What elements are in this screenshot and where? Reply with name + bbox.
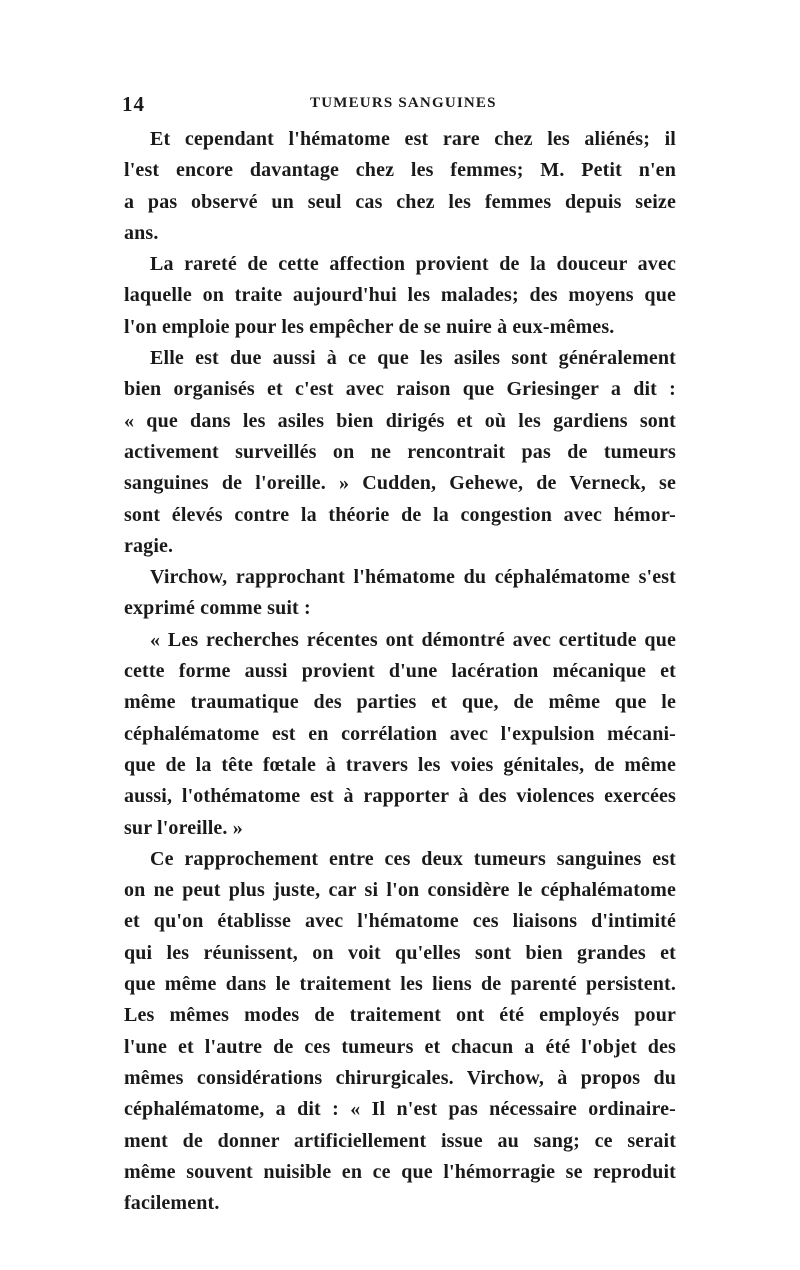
text-line: et qu'on établisse avec l'hématome ces liaisons d'intimité bbox=[124, 910, 676, 933]
page-number: 14 bbox=[122, 92, 145, 116]
text-line: l'est encore davantage chez les femmes; M. Petit n'en bbox=[124, 159, 676, 182]
text-line: on ne peut plus juste, car si l'on considère le céphalématome bbox=[124, 879, 676, 902]
text-line: cette forme aussi provient d'une lacération mécanique et bbox=[124, 660, 676, 683]
text-line: Ce rapprochement entre ces deux tumeurs sanguines est bbox=[150, 847, 676, 870]
text-line: sur l'oreille. » bbox=[124, 816, 243, 839]
text-line: Les mêmes modes de traitement ont été employés pour bbox=[124, 1004, 676, 1027]
text-line: exprimé comme suit : bbox=[124, 597, 311, 620]
text-line: que de la tête fœtale à travers les voies génitales, de même bbox=[124, 753, 676, 776]
text-line: même traumatique des parties et que, de même que le bbox=[124, 691, 676, 714]
text-line: que même dans le traitement les liens de parenté persistent. bbox=[124, 973, 676, 996]
running-head bbox=[122, 92, 682, 118]
text-line: sanguines de l'oreille. » Cudden, Gehewe, de Verneck, se bbox=[124, 472, 676, 495]
text-line: l'on emploie pour les empêcher de se nuire à eux-mêmes. bbox=[124, 315, 615, 338]
text-line: céphalématome est en corrélation avec l'expulsion mécani- bbox=[124, 722, 676, 745]
text-line: facilement. bbox=[124, 1192, 220, 1215]
text-line: bien organisés et c'est avec raison que Griesinger a dit : bbox=[124, 378, 676, 401]
text-line: qui les réunissent, on voit qu'elles sont bien grandes et bbox=[124, 941, 676, 964]
text-line: « que dans les asiles bien dirigés et où les gardiens sont bbox=[124, 409, 676, 432]
body-text bbox=[124, 124, 676, 1219]
text-line: aussi, l'othématome est à rapporter à des violences exercées bbox=[124, 785, 676, 808]
text-line: ragie. bbox=[124, 534, 174, 557]
text-line: La rareté de cette affection provient de la douceur avec bbox=[150, 253, 676, 276]
text-line: « Les recherches récentes ont démontré avec certitude que bbox=[150, 628, 676, 651]
text-line: même souvent nuisible en ce que l'hémorragie se reproduit bbox=[124, 1160, 676, 1183]
text-line: laquelle on traite aujourd'hui les malades; des moyens que bbox=[124, 284, 676, 307]
text-line: Virchow, rapprochant l'hématome du céphalématome s'est bbox=[150, 566, 676, 589]
text-line: céphalématome, a dit : « Il n'est pas nécessaire ordinaire- bbox=[124, 1098, 676, 1121]
text-line: Elle est due aussi à ce que les asiles sont généralement bbox=[150, 347, 676, 370]
text-line: ment de donner artificiellement issue au sang; ce serait bbox=[124, 1129, 676, 1152]
text-line: sont élevés contre la théorie de la congestion avec hémor- bbox=[124, 503, 676, 526]
text-line: a pas observé un seul cas chez les femmes depuis seize bbox=[124, 190, 676, 213]
text-line: Et cependant l'hématome est rare chez les aliénés; il bbox=[150, 128, 676, 150]
text-line: l'une et l'autre de ces tumeurs et chacun a été l'objet des bbox=[124, 1035, 676, 1058]
text-line: mêmes considérations chirurgicales. Virchow, à propos du bbox=[124, 1066, 676, 1089]
running-title: TUMEURS SANGUINES bbox=[310, 95, 497, 111]
text-line: activement surveillés on ne rencontrait pas de tumeurs bbox=[124, 440, 676, 463]
text-line: ans. bbox=[124, 221, 159, 244]
